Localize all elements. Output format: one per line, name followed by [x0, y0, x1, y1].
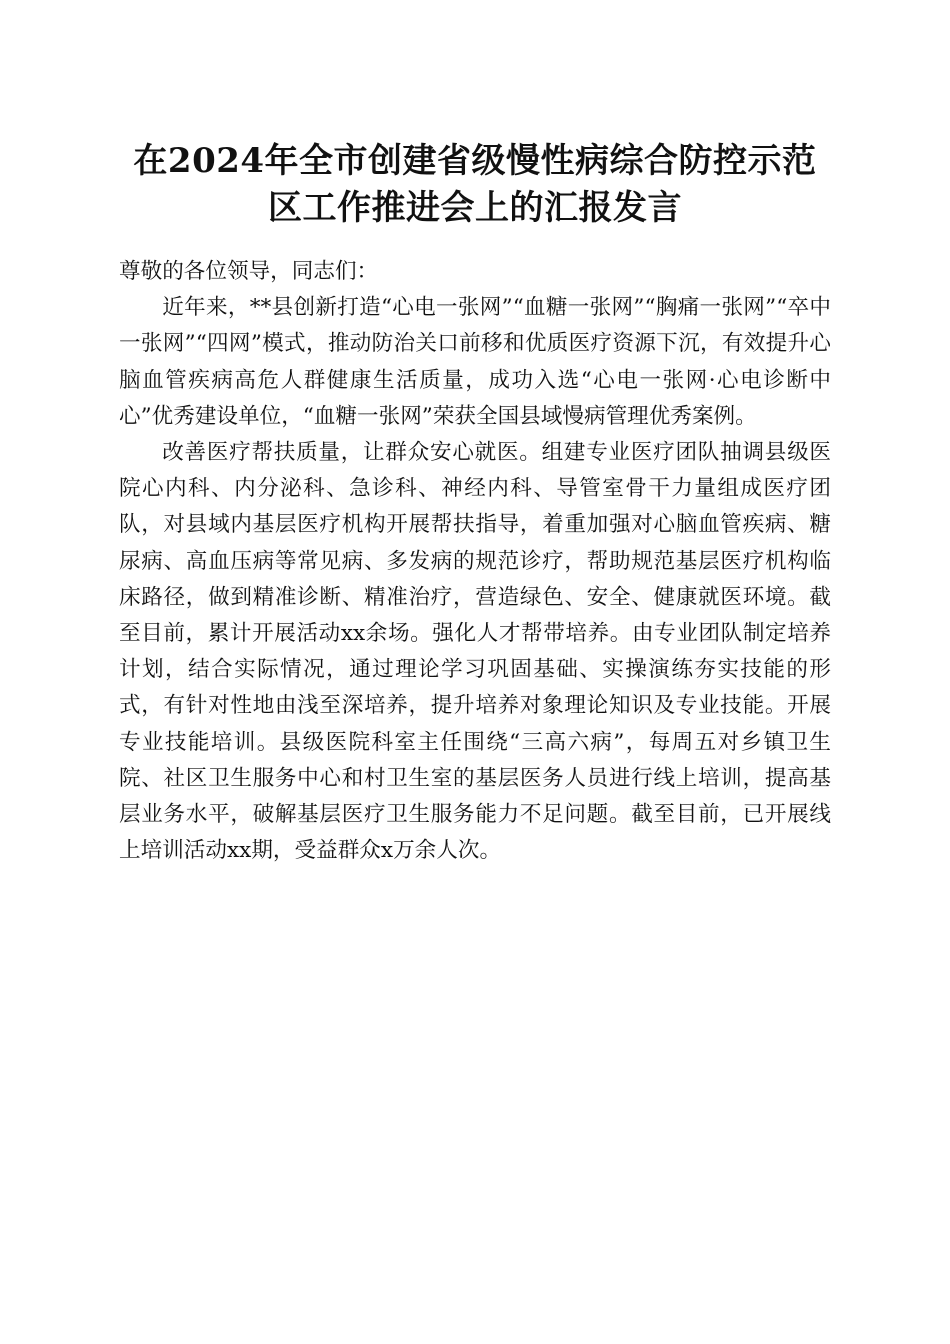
- paragraph-medical-assistance: 改善医疗帮扶质量，让群众安心就医。组建专业医疗团队抽调县级医院心内科、内分泌科、急诊科、神经内科、导管室骨干力量组成医疗团队，对县域内基层医疗机构开展帮扶指导，着重加强对心脑血管疾病、糖尿病、高血压病等常见病、多发病的规范诊疗，帮助规范基层医疗机构临床路径，做到精准诊断、精准治疗，营造绿色、安全、健康就医环境。截至目前，累计开展活动xx余场。强化人才帮带培养。由专业团队制定培养计划，结合实际情况，通过理论学习巩固基础、实操演练夯实技能的形式，有针对性地由浅至深培养，提升培养对象理论知识及专业技能。开展专业技能培训。县级医院科室主任围绕“三高六病”，每周五对乡镇卫生院、社区卫生服务中心和村卫生室的基层医务人员进行线上培训，提高基层业务水平，破解基层医疗卫生服务能力不足问题。截至目前，已开展线上培训活动xx期，受益群众x万余人次。: [119, 440, 831, 864]
- paragraph-intro: 近年来，**县创新打造“心电一张网”“血糖一张网”“胸痛一张网”“卒中一张网”“四网”模式，推动防治关口前移和优质医疗资源下沉，有效提升心脑血管疾病高危人群健康生活质量，成功入选“心电一张网·心电诊断中心”优秀建设单位，“血糖一张网”荣获全国县域慢病管理优秀案例。: [119, 295, 831, 429]
- title-line-1: 在2024年全市创建省级慢性病综合防控示范: [133, 141, 817, 181]
- salutation: 尊敬的各位领导，同志们：: [119, 259, 379, 284]
- title-line-2: 区工作推进会上的汇报发言: [268, 188, 682, 228]
- document-body: [119, 254, 831, 869]
- document-title: [110, 138, 840, 232]
